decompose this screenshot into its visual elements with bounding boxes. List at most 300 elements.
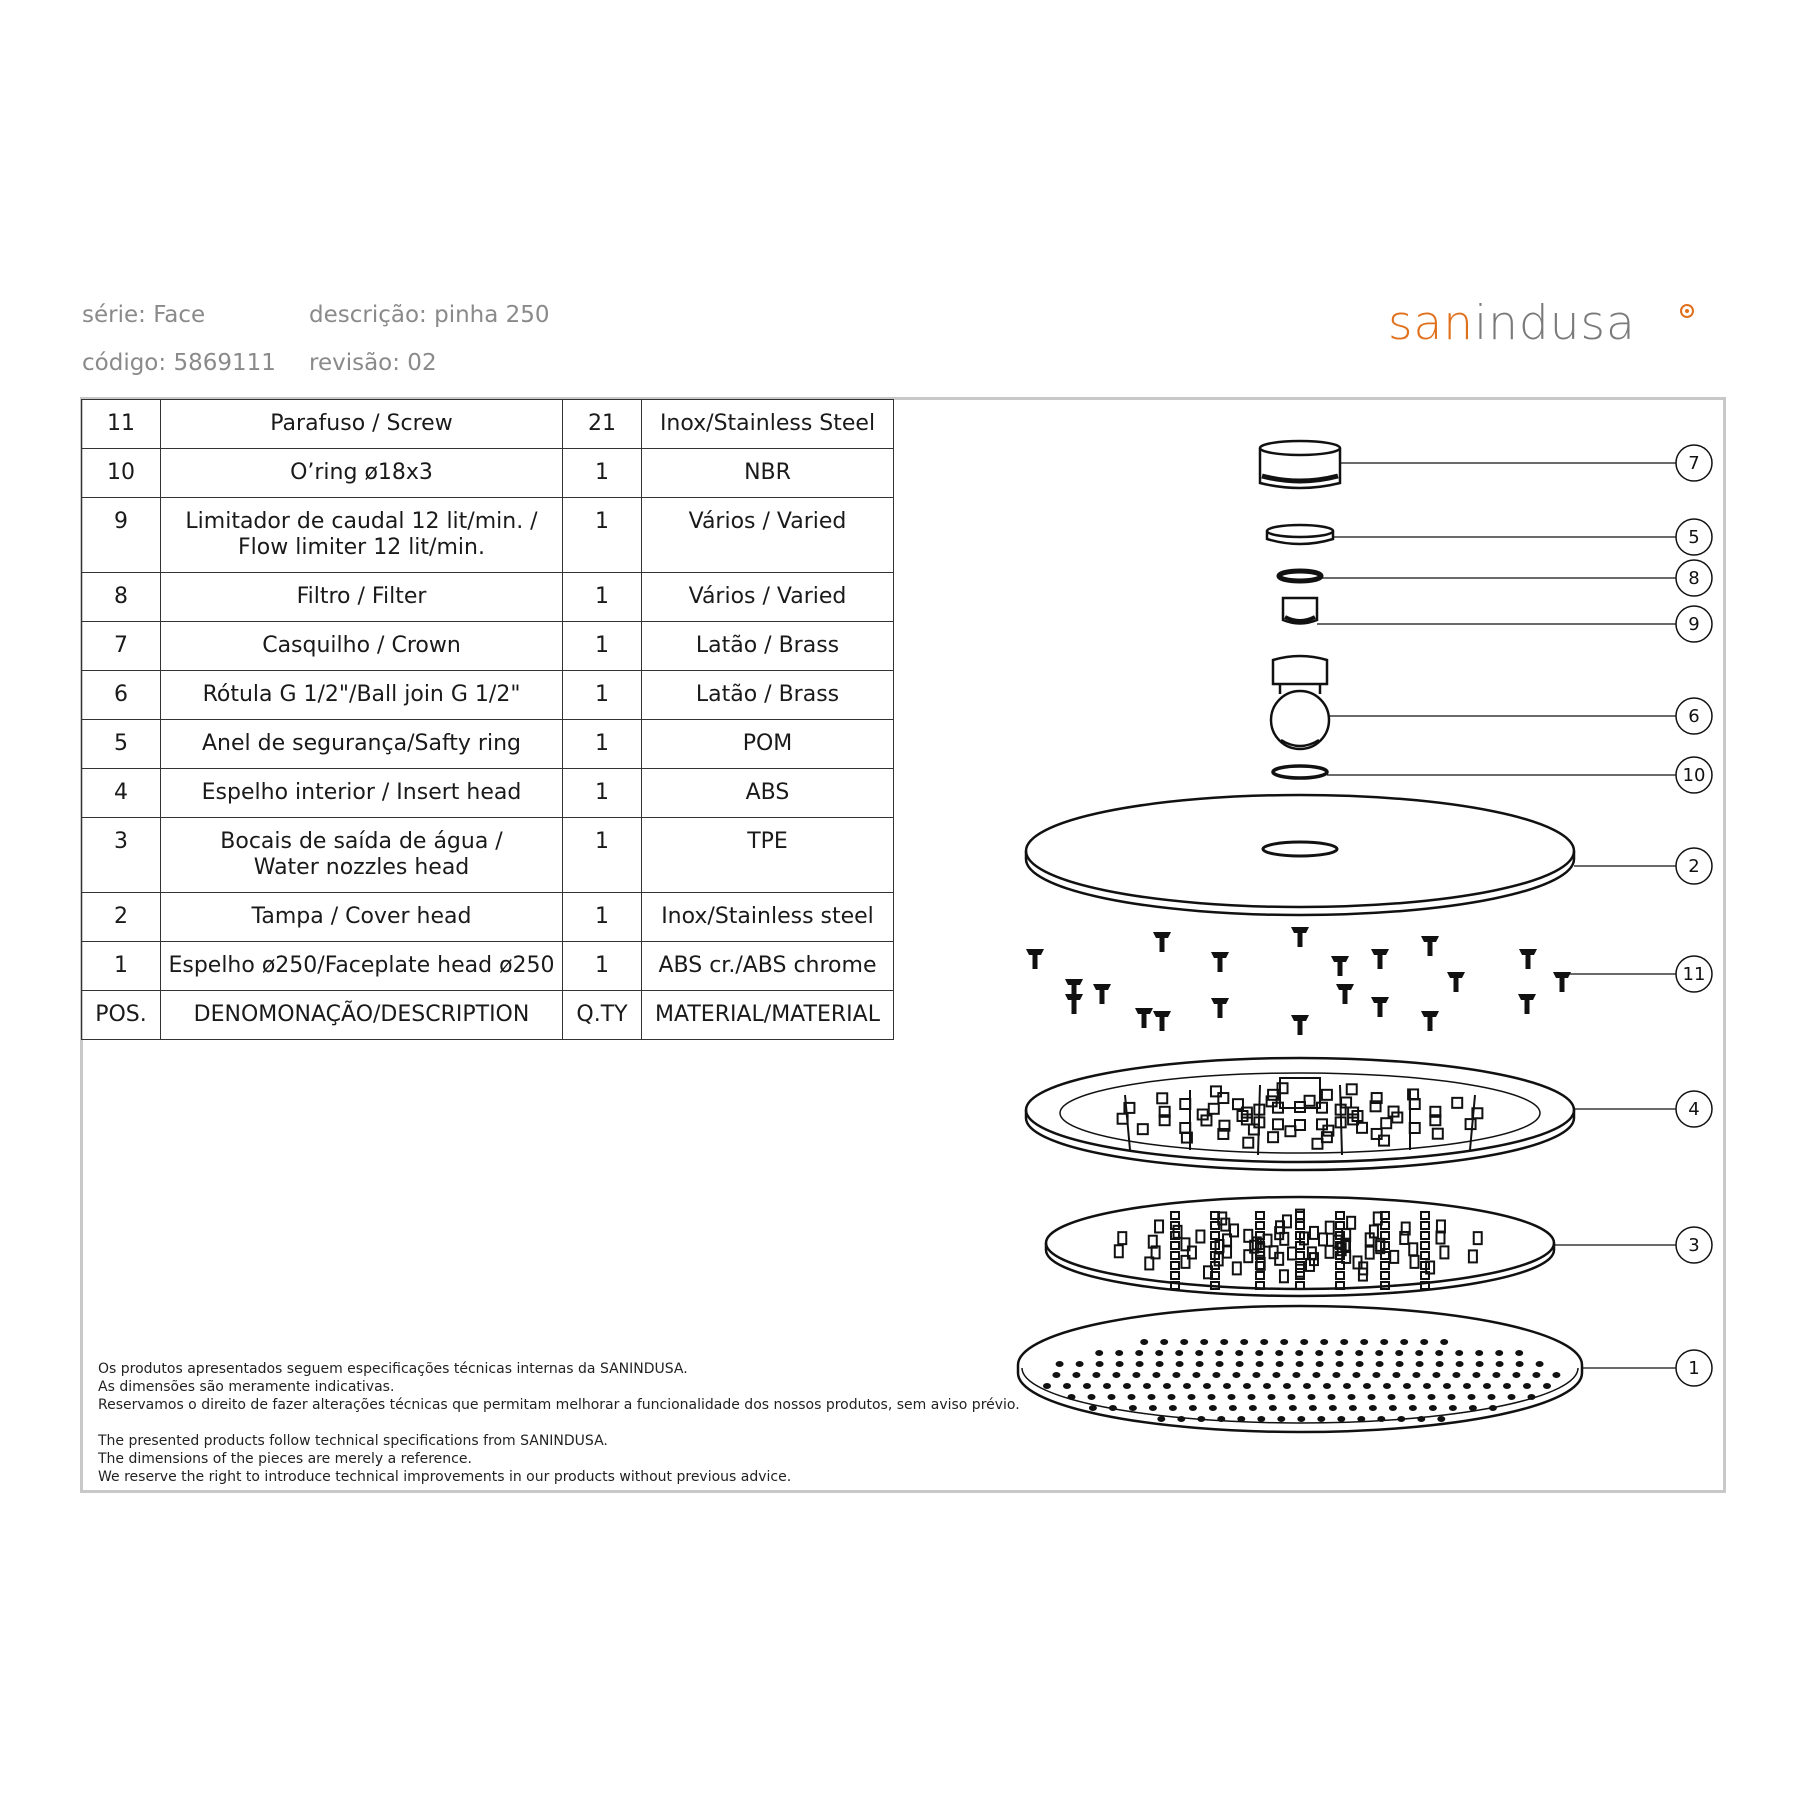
nozzle-hole-icon xyxy=(1276,1361,1284,1367)
nozzle-hole-icon xyxy=(1417,1416,1425,1422)
nozzle-cell xyxy=(1409,1243,1417,1255)
callout-10 xyxy=(1327,757,1712,793)
nozzle-hole-icon xyxy=(1252,1372,1260,1378)
logo-part-san: san xyxy=(1388,296,1475,351)
nozzle-cell xyxy=(1256,1272,1264,1279)
nozzle-hole-icon xyxy=(1196,1361,1204,1367)
codigo-label: código: 5869111 xyxy=(82,350,276,376)
nozzle-hole-icon xyxy=(1348,1394,1356,1400)
nozzle-hole-icon xyxy=(1240,1339,1248,1345)
insert-cell xyxy=(1466,1119,1476,1129)
nozzle-hole-icon xyxy=(1329,1405,1337,1411)
cell-material: Inox/Stainless Steel xyxy=(642,400,894,449)
cell-material: Inox/Stainless steel xyxy=(642,893,894,942)
nozzle-hole-icon xyxy=(1236,1361,1244,1367)
nozzle-cell xyxy=(1421,1222,1429,1229)
nozzle-hole-icon xyxy=(1220,1339,1228,1345)
insert-cell xyxy=(1138,1124,1148,1134)
nozzle-hole-icon xyxy=(1260,1339,1268,1345)
nozzle-cell xyxy=(1296,1265,1304,1277)
screw-icon xyxy=(1065,994,1083,1014)
insert-cell xyxy=(1295,1120,1305,1130)
nozzle-hole-icon xyxy=(1152,1372,1160,1378)
cell-pos: 5 xyxy=(82,720,161,769)
nozzle-hole-icon xyxy=(1292,1372,1300,1378)
nozzle-hole-icon xyxy=(1095,1350,1103,1356)
nozzle-hole-icon xyxy=(1512,1372,1520,1378)
nozzle-hole-icon xyxy=(1415,1350,1423,1356)
insert-cell xyxy=(1452,1098,1462,1108)
callout-number: 6 xyxy=(1688,706,1700,727)
nozzle-hole-icon xyxy=(1177,1416,1185,1422)
nozzle-hole-icon xyxy=(1228,1394,1236,1400)
cell-qty: 1 xyxy=(563,671,642,720)
nozzle-cell xyxy=(1440,1246,1448,1258)
nozzle-hole-icon xyxy=(1372,1372,1380,1378)
nozzle-hole-icon xyxy=(1283,1383,1291,1389)
nozzle-cell xyxy=(1421,1252,1429,1259)
nozzle-cell xyxy=(1336,1272,1344,1279)
cell-description: Espelho interior / Insert head xyxy=(161,769,563,818)
insert-cell xyxy=(1410,1123,1420,1133)
nozzle-hole-icon xyxy=(1523,1383,1531,1389)
nozzle-hole-icon xyxy=(1428,1394,1436,1400)
cell-qty: 1 xyxy=(563,769,642,818)
nozzle-hole-icon xyxy=(1112,1372,1120,1378)
insert-cell xyxy=(1180,1099,1190,1109)
descricao-label: descrição: pinha 250 xyxy=(309,302,550,328)
nozzle-hole-icon xyxy=(1215,1350,1223,1356)
insert-cell xyxy=(1372,1129,1382,1139)
cell-pos: 4 xyxy=(82,769,161,818)
nozzle-hole-icon xyxy=(1192,1372,1200,1378)
nozzle-hole-icon xyxy=(1295,1350,1303,1356)
cell-qty: 1 xyxy=(563,622,642,671)
nozzle-hole-icon xyxy=(1516,1361,1524,1367)
nozzle-hole-icon xyxy=(1395,1350,1403,1356)
nozzle-hole-icon xyxy=(1068,1394,1076,1400)
nozzle-hole-icon xyxy=(1136,1361,1144,1367)
nozzle-hole-icon xyxy=(1176,1361,1184,1367)
nozzle-cell xyxy=(1411,1256,1419,1268)
insert-cell xyxy=(1180,1123,1190,1133)
insert-rib xyxy=(1258,1085,1260,1155)
screw-icon xyxy=(1371,997,1389,1017)
callout-number: 10 xyxy=(1682,765,1706,786)
nozzle-cell xyxy=(1336,1212,1344,1219)
nozzle-cell xyxy=(1171,1252,1179,1259)
nozzle-hole-icon xyxy=(1340,1339,1348,1345)
screw-icon xyxy=(1291,927,1309,947)
nozzle-hole-icon xyxy=(1076,1361,1084,1367)
header-material: MATERIAL/MATERIAL xyxy=(642,991,894,1040)
screw-icon xyxy=(1371,949,1389,969)
revisao-label: revisão: 02 xyxy=(309,350,437,376)
nozzle-hole-icon xyxy=(1496,1361,1504,1367)
description-line-1: Bocais de saída de água / xyxy=(220,829,503,854)
nozzle-hole-icon xyxy=(1300,1339,1308,1345)
part-crown xyxy=(1260,441,1340,488)
nozzle-hole-icon xyxy=(1163,1383,1171,1389)
nozzle-cell xyxy=(1256,1222,1264,1229)
cell-qty: 1 xyxy=(563,818,642,893)
nozzle-hole-icon xyxy=(1452,1372,1460,1378)
nozzle-cell xyxy=(1233,1262,1241,1274)
screw-icon xyxy=(1421,1011,1439,1031)
nozzle-hole-icon xyxy=(1420,1339,1428,1345)
callout-number: 7 xyxy=(1688,453,1700,474)
nozzle-cell xyxy=(1421,1262,1429,1269)
nozzle-hole-icon xyxy=(1168,1394,1176,1400)
nozzle-hole-icon xyxy=(1212,1372,1220,1378)
nozzle-hole-icon xyxy=(1337,1416,1345,1422)
nozzle-cell xyxy=(1171,1262,1179,1269)
callout-7 xyxy=(1340,445,1712,481)
callout-number: 4 xyxy=(1688,1099,1700,1120)
nozzle-hole-icon xyxy=(1552,1372,1560,1378)
nozzle-hole-icon xyxy=(1172,1372,1180,1378)
nozzle-hole-icon xyxy=(1217,1416,1225,1422)
callout-11 xyxy=(1567,956,1712,992)
nozzle-hole-icon xyxy=(1135,1350,1143,1356)
nozzle-hole-icon xyxy=(1149,1405,1157,1411)
nozzle-hole-icon xyxy=(1280,1339,1288,1345)
nozzle-cell xyxy=(1326,1246,1334,1258)
callout-number: 8 xyxy=(1688,568,1700,589)
part-insert-head xyxy=(1026,1058,1574,1170)
insert-cell xyxy=(1347,1084,1357,1094)
part-faceplate xyxy=(1018,1306,1582,1432)
screw-icon xyxy=(1153,1011,1171,1031)
nozzle-hole-icon xyxy=(1229,1405,1237,1411)
nozzle-cell xyxy=(1115,1245,1123,1257)
callout-2 xyxy=(1574,848,1712,884)
nozzle-hole-icon xyxy=(1203,1383,1211,1389)
nozzle-hole-icon xyxy=(1063,1383,1071,1389)
nozzle-cell xyxy=(1171,1272,1179,1279)
cell-material: NBR xyxy=(642,449,894,498)
nozzle-cell xyxy=(1211,1232,1219,1239)
nozzle-hole-icon xyxy=(1257,1416,1265,1422)
nozzle-hole-icon xyxy=(1148,1394,1156,1400)
nozzle-hole-icon xyxy=(1489,1405,1497,1411)
nozzle-cell xyxy=(1296,1252,1304,1259)
nozzle-hole-icon xyxy=(1389,1405,1397,1411)
nozzle-cell xyxy=(1288,1247,1296,1259)
cell-description: Parafuso / Screw xyxy=(161,400,563,449)
screw-icon xyxy=(1153,932,1171,952)
nozzle-hole-icon xyxy=(1397,1416,1405,1422)
nozzle-hole-icon xyxy=(1475,1350,1483,1356)
nozzle-hole-icon xyxy=(1235,1350,1243,1356)
callout-1 xyxy=(1582,1350,1712,1386)
nozzle-hole-icon xyxy=(1423,1383,1431,1389)
nozzle-hole-icon xyxy=(1368,1394,1376,1400)
cell-description: Espelho ø250/Faceplate head ø250 xyxy=(161,942,563,991)
cell-qty: 1 xyxy=(563,498,642,573)
nozzle-hole-icon xyxy=(1508,1394,1516,1400)
nozzle-cell xyxy=(1296,1272,1304,1279)
part-o-ring xyxy=(1273,766,1327,778)
nozzle-hole-icon xyxy=(1256,1361,1264,1367)
cell-qty: 1 xyxy=(563,893,642,942)
cell-pos: 9 xyxy=(82,498,161,573)
nozzle-cell xyxy=(1421,1212,1429,1219)
nozzle-hole-icon xyxy=(1416,1361,1424,1367)
nozzle-hole-icon xyxy=(1043,1383,1051,1389)
cell-qty: 1 xyxy=(563,573,642,622)
screw-icon xyxy=(1291,1015,1309,1035)
nozzle-hole-icon xyxy=(1357,1416,1365,1422)
screw-icon xyxy=(1331,956,1349,976)
note-pt-3: Reservamos o direito de fazer alterações técnicas que permitam melhorar a funcionalidade dos nossos produtos, sem aviso prévio. xyxy=(98,1397,1020,1413)
nozzle-hole-icon xyxy=(1432,1372,1440,1378)
cell-material: ABS cr./ABS chrome xyxy=(642,942,894,991)
nozzle-hole-icon xyxy=(1249,1405,1257,1411)
part-cover-head xyxy=(1026,795,1574,915)
callout-5 xyxy=(1333,519,1712,555)
nozzle-cell xyxy=(1171,1242,1179,1249)
cell-material: TPE xyxy=(642,818,894,893)
nozzle-hole-icon xyxy=(1308,1394,1316,1400)
part-ball-joint xyxy=(1271,656,1329,749)
nozzle-hole-icon xyxy=(1189,1405,1197,1411)
nozzle-hole-icon xyxy=(1403,1383,1411,1389)
nozzle-hole-icon xyxy=(1369,1405,1377,1411)
insert-cell xyxy=(1273,1119,1283,1129)
nozzle-hole-icon xyxy=(1116,1361,1124,1367)
cell-qty: 1 xyxy=(563,720,642,769)
nozzle-cell xyxy=(1421,1242,1429,1249)
cell-material: ABS xyxy=(642,769,894,818)
nozzle-cell xyxy=(1296,1212,1304,1219)
callout-number: 3 xyxy=(1688,1235,1700,1256)
nozzle-hole-icon xyxy=(1089,1405,1097,1411)
cell-description: Tampa / Cover head xyxy=(161,893,563,942)
nozzle-hole-icon xyxy=(1443,1383,1451,1389)
insert-cell xyxy=(1433,1129,1443,1139)
cell-qty: 1 xyxy=(563,449,642,498)
part-nozzles-head xyxy=(1046,1197,1554,1296)
screw-icon xyxy=(1447,972,1465,992)
nozzle-hole-icon xyxy=(1349,1405,1357,1411)
screw-icon xyxy=(1211,952,1229,972)
nozzle-hole-icon xyxy=(1297,1416,1305,1422)
screw-icon xyxy=(1421,936,1439,956)
callout-number: 9 xyxy=(1688,614,1700,635)
cell-description: Casquilho / Crown xyxy=(161,622,563,671)
nozzle-hole-icon xyxy=(1072,1372,1080,1378)
nozzle-hole-icon xyxy=(1232,1372,1240,1378)
parts-art xyxy=(1018,441,1582,1432)
screw-icon xyxy=(1519,949,1537,969)
nozzle-hole-icon xyxy=(1380,1339,1388,1345)
insert-rib xyxy=(1340,1085,1342,1155)
nozzle-hole-icon xyxy=(1335,1350,1343,1356)
callout-9 xyxy=(1317,606,1712,642)
cell-description: O’ring ø18x3 xyxy=(161,449,563,498)
nozzle-hole-icon xyxy=(1377,1416,1385,1422)
nozzle-hole-icon xyxy=(1476,1361,1484,1367)
note-en-3: We reserve the right to introduce technical improvements in our products without previous advice. xyxy=(98,1469,792,1485)
note-pt-1: Os produtos apresentados seguem especificações técnicas internas da SANINDUSA. xyxy=(98,1361,688,1377)
nozzle-cell xyxy=(1469,1250,1477,1262)
screw-icon xyxy=(1026,949,1044,969)
nozzle-cell xyxy=(1280,1270,1288,1282)
nozzle-hole-icon xyxy=(1468,1394,1476,1400)
nozzle-hole-icon xyxy=(1277,1416,1285,1422)
nozzle-hole-icon xyxy=(1375,1350,1383,1356)
nozzle-hole-icon xyxy=(1469,1405,1477,1411)
nozzle-cell xyxy=(1474,1232,1482,1244)
nozzle-hole-icon xyxy=(1448,1394,1456,1400)
cell-material: POM xyxy=(642,720,894,769)
cell-material: Latão / Brass xyxy=(642,622,894,671)
nozzle-hole-icon xyxy=(1237,1416,1245,1422)
nozzle-cell xyxy=(1336,1222,1344,1229)
nozzle-hole-icon xyxy=(1503,1383,1511,1389)
nozzle-hole-icon xyxy=(1356,1361,1364,1367)
nozzle-hole-icon xyxy=(1275,1350,1283,1356)
nozzle-hole-icon xyxy=(1096,1361,1104,1367)
nozzle-hole-icon xyxy=(1409,1405,1417,1411)
nozzle-hole-icon xyxy=(1323,1383,1331,1389)
callout-4 xyxy=(1574,1091,1712,1127)
nozzle-hole-icon xyxy=(1255,1350,1263,1356)
nozzle-hole-icon xyxy=(1160,1339,1168,1345)
nozzle-hole-icon xyxy=(1197,1416,1205,1422)
nozzle-hole-icon xyxy=(1303,1383,1311,1389)
nozzle-hole-icon xyxy=(1320,1339,1328,1345)
screw-icon xyxy=(1553,972,1571,992)
nozzle-cell xyxy=(1366,1247,1374,1259)
nozzle-hole-icon xyxy=(1208,1394,1216,1400)
cell-pos: 8 xyxy=(82,573,161,622)
nozzle-hole-icon xyxy=(1156,1361,1164,1367)
nozzle-hole-icon xyxy=(1157,1416,1165,1422)
nozzle-cell xyxy=(1171,1212,1179,1219)
insert-rib xyxy=(1470,1095,1475,1150)
nozzle-hole-icon xyxy=(1528,1394,1536,1400)
nozzle-hole-icon xyxy=(1169,1405,1177,1411)
nozzle-hole-icon xyxy=(1392,1372,1400,1378)
nozzle-hole-icon xyxy=(1183,1383,1191,1389)
nozzle-hole-icon xyxy=(1315,1350,1323,1356)
cell-description: Filtro / Filter xyxy=(161,573,563,622)
nozzle-hole-icon xyxy=(1115,1350,1123,1356)
nozzle-cell xyxy=(1256,1212,1264,1219)
header-qty: Q.TY xyxy=(563,991,642,1040)
nozzle-hole-icon xyxy=(1223,1383,1231,1389)
nozzle-hole-icon xyxy=(1456,1361,1464,1367)
nozzle-hole-icon xyxy=(1109,1405,1117,1411)
nozzle-hole-icon xyxy=(1140,1339,1148,1345)
nozzle-hole-icon xyxy=(1396,1361,1404,1367)
description-line-1: Limitador de caudal 12 lit/min. / xyxy=(185,509,538,534)
cell-material: Vários / Varied xyxy=(642,573,894,622)
nozzle-hole-icon xyxy=(1435,1350,1443,1356)
nozzle-hole-icon xyxy=(1543,1383,1551,1389)
callout-number: 5 xyxy=(1688,527,1700,548)
nozzle-hole-icon xyxy=(1472,1372,1480,1378)
nozzle-hole-icon xyxy=(1180,1339,1188,1345)
disclaimer-notes xyxy=(98,1360,1020,1486)
nozzle-hole-icon xyxy=(1216,1361,1224,1367)
cell-pos: 3 xyxy=(82,818,161,893)
nozzle-hole-icon xyxy=(1143,1383,1151,1389)
nozzle-cell xyxy=(1196,1231,1204,1243)
nozzle-hole-icon xyxy=(1532,1372,1540,1378)
nozzle-hole-icon xyxy=(1343,1383,1351,1389)
callout-number: 2 xyxy=(1688,856,1700,877)
nozzle-hole-icon xyxy=(1209,1405,1217,1411)
nozzle-hole-icon xyxy=(1515,1350,1523,1356)
nozzle-hole-icon xyxy=(1429,1405,1437,1411)
nozzle-hole-icon xyxy=(1440,1339,1448,1345)
nozzle-hole-icon xyxy=(1269,1405,1277,1411)
nozzle-hole-icon xyxy=(1455,1350,1463,1356)
cell-pos: 6 xyxy=(82,671,161,720)
nozzle-hole-icon xyxy=(1200,1339,1208,1345)
insert-cell xyxy=(1381,1118,1391,1128)
screw-icon xyxy=(1211,998,1229,1018)
insert-cell xyxy=(1211,1086,1221,1096)
nozzle-hole-icon xyxy=(1132,1372,1140,1378)
part-safety-ring xyxy=(1267,525,1333,544)
nozzle-hole-icon xyxy=(1363,1383,1371,1389)
callout-number: 1 xyxy=(1688,1358,1700,1379)
callout-number: 11 xyxy=(1682,964,1706,985)
nozzle-hole-icon xyxy=(1449,1405,1457,1411)
screw-icon xyxy=(1518,994,1536,1014)
nozzle-cell xyxy=(1118,1232,1126,1244)
nozzle-hole-icon xyxy=(1289,1405,1297,1411)
nozzle-hole-icon xyxy=(1352,1372,1360,1378)
screw-icon xyxy=(1135,1008,1153,1028)
nozzle-hole-icon xyxy=(1248,1394,1256,1400)
nozzle-hole-icon xyxy=(1408,1394,1416,1400)
note-en-2: The dimensions of the pieces are merely a reference. xyxy=(98,1451,472,1467)
nozzle-hole-icon xyxy=(1436,1361,1444,1367)
nozzle-hole-icon xyxy=(1355,1350,1363,1356)
cell-material: Latão / Brass xyxy=(642,671,894,720)
description-line-2: Water nozzles head xyxy=(253,855,470,880)
nozzle-hole-icon xyxy=(1316,1361,1324,1367)
nozzle-cell xyxy=(1381,1272,1389,1279)
nozzle-hole-icon xyxy=(1536,1361,1544,1367)
nozzle-hole-icon xyxy=(1309,1405,1317,1411)
callout-3 xyxy=(1554,1227,1712,1263)
nozzle-hole-icon xyxy=(1103,1383,1111,1389)
cell-material: Vários / Varied xyxy=(642,498,894,573)
nozzle-hole-icon xyxy=(1056,1361,1064,1367)
nozzle-hole-icon xyxy=(1128,1394,1136,1400)
nozzle-cell xyxy=(1326,1222,1334,1234)
header-description: DENOMONAÇÃO/DESCRIPTION xyxy=(161,991,563,1040)
nozzle-cell xyxy=(1347,1217,1355,1229)
nozzle-hole-icon xyxy=(1272,1372,1280,1378)
nozzle-hole-icon xyxy=(1412,1372,1420,1378)
nozzle-hole-icon xyxy=(1263,1383,1271,1389)
cell-pos: 11 xyxy=(82,400,161,449)
nozzle-cell xyxy=(1390,1251,1398,1263)
nozzle-hole-icon xyxy=(1388,1394,1396,1400)
insert-cell xyxy=(1379,1136,1389,1146)
nozzle-hole-icon xyxy=(1483,1383,1491,1389)
cell-qty: 21 xyxy=(563,400,642,449)
nozzle-hole-icon xyxy=(1336,1361,1344,1367)
screw-icon xyxy=(1336,984,1354,1004)
